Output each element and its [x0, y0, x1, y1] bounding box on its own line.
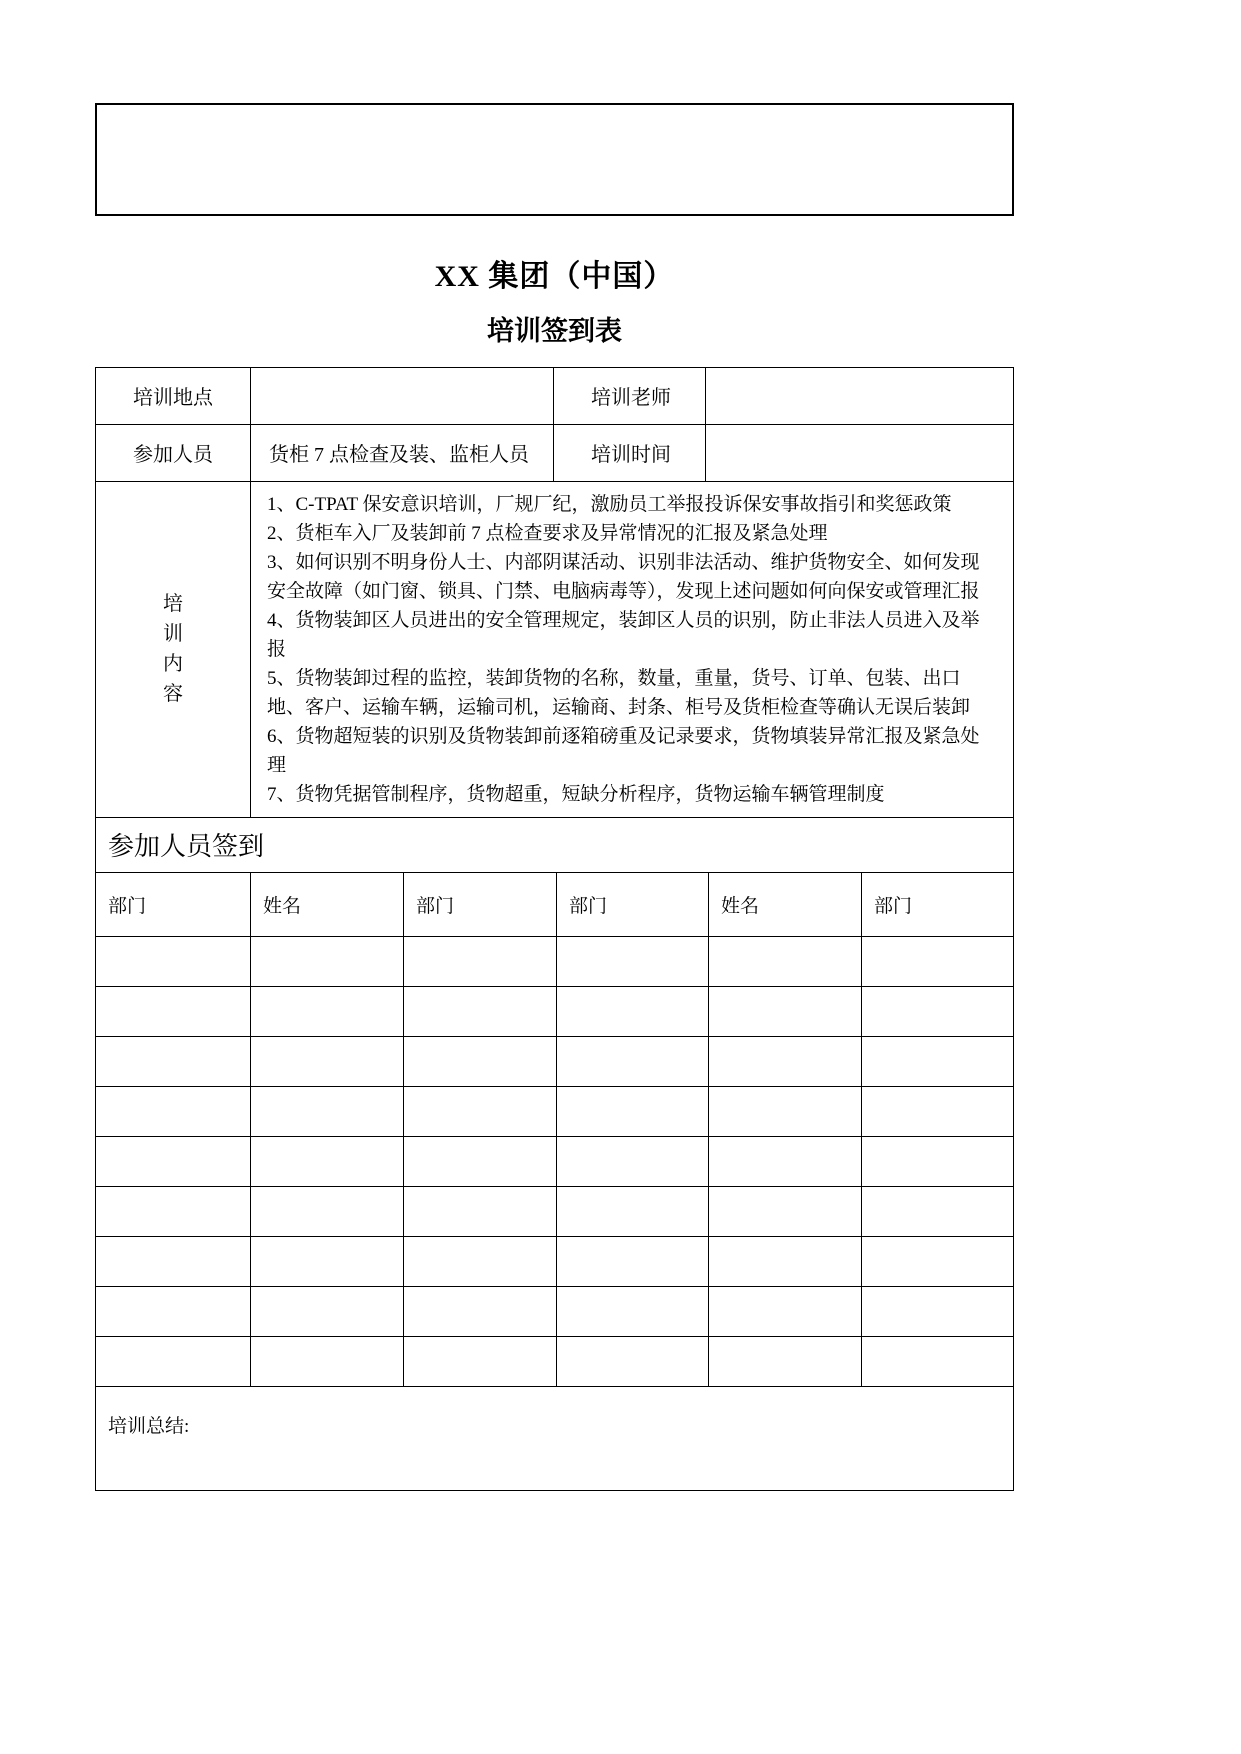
signin-cell [709, 936, 862, 986]
header-box [95, 103, 1014, 216]
label-char-1: 培 [163, 592, 183, 615]
signin-cell [557, 1086, 709, 1136]
training-time-label: 培训时间 [554, 424, 706, 481]
signin-row-3 [96, 1036, 1014, 1086]
signin-cell [96, 1036, 251, 1086]
signin-cell [557, 936, 709, 986]
document-content [95, 0, 1014, 1491]
signin-cell [251, 1186, 404, 1236]
form-title: 培训签到表 [487, 316, 622, 346]
signin-cell [709, 1286, 862, 1336]
signin-cell [557, 1186, 709, 1236]
participants-label: 参加人员 [96, 424, 251, 481]
signin-section-table [95, 817, 1014, 873]
signin-cell [557, 1136, 709, 1186]
trainer-label: 培训老师 [554, 367, 706, 424]
signin-cell [709, 1086, 862, 1136]
signin-cell [96, 1236, 251, 1286]
signin-cell [557, 1036, 709, 1086]
signin-cell [96, 1136, 251, 1186]
signin-cell [862, 986, 1014, 1036]
training-location-label: 培训地点 [96, 367, 251, 424]
signin-cell [557, 986, 709, 1036]
content-item-6: 6、货物超短装的识别及货物装卸前逐箱磅重及记录要求，货物填装异常汇报及紧急处理 [267, 725, 980, 776]
signin-table [95, 872, 1014, 1387]
content-item-3: 3、如何识别不明身份人士、内部阴谋活动、识别非法活动、维护货物安全、如何发现安全故障（如门窗、锁具、门禁、电脑病毒等），发现上述问题如何向保安或管理汇报 [267, 551, 980, 602]
company-title: XX 集团（中国） [434, 260, 675, 293]
signin-cell [96, 1336, 251, 1386]
signin-cell [709, 1136, 862, 1186]
summary-table [95, 1386, 1014, 1491]
signin-cell [862, 1136, 1014, 1186]
signin-cell [404, 1286, 557, 1336]
signin-row-8 [96, 1286, 1014, 1336]
signin-cell [404, 936, 557, 986]
signin-cell [251, 1286, 404, 1336]
training-content-cell [251, 481, 1014, 817]
signin-cell [96, 936, 251, 986]
training-location-value [251, 367, 554, 424]
signin-row-6 [96, 1186, 1014, 1236]
signin-row-7 [96, 1236, 1014, 1286]
signin-cell [251, 1136, 404, 1186]
signin-cell [404, 1136, 557, 1186]
training-summary-label: 培训总结: [96, 1386, 1014, 1490]
trainer-value [706, 367, 1014, 424]
signin-cell [709, 1336, 862, 1386]
content-item-2: 2、货柜车入厂及装卸前 7 点检查要求及异常情况的汇报及紧急处理 [267, 522, 828, 544]
signin-cell [862, 1036, 1014, 1086]
signin-cell [709, 1036, 862, 1086]
training-content-label-stack [96, 594, 250, 705]
signin-cell [404, 1336, 557, 1386]
signin-col-dept-1: 部门 [96, 872, 251, 936]
signin-cell [862, 1186, 1014, 1236]
signin-row-5 [96, 1136, 1014, 1186]
signin-cell [862, 1086, 1014, 1136]
signin-cell [709, 1236, 862, 1286]
signin-section-row [96, 817, 1014, 872]
signin-cell [251, 1236, 404, 1286]
content-item-4: 4、货物装卸区人员进出的安全管理规定，装卸区人员的识别，防止非法人员进入及举报 [267, 609, 980, 660]
info-row-participants [96, 424, 1014, 481]
info-row-content [96, 481, 1014, 817]
info-row-location [96, 367, 1014, 424]
signin-cell [862, 1336, 1014, 1386]
signin-row-2 [96, 986, 1014, 1036]
label-char-2: 训 [163, 622, 183, 645]
signin-cell [251, 1336, 404, 1386]
summary-row [96, 1386, 1014, 1490]
signin-cell [404, 1036, 557, 1086]
signin-cell [251, 936, 404, 986]
signin-section-title: 参加人员签到 [96, 817, 1014, 872]
signin-col-name-1: 姓名 [251, 872, 404, 936]
training-info-table [95, 367, 1014, 818]
signin-cell [709, 986, 862, 1036]
signin-cell [96, 1186, 251, 1236]
signin-cell [557, 1336, 709, 1386]
content-item-5: 5、货物装卸过程的监控，装卸货物的名称，数量，重量，货号、订单、包装、出口地、客户、运输车辆，运输司机，运输商、封条、柜号及货柜检查等确认无误后装卸 [267, 667, 971, 718]
signin-cell [251, 1086, 404, 1136]
training-time-value [706, 424, 1014, 481]
content-item-1: 1、C-TPAT 保安意识培训，厂规厂纪，激励员工举报投诉保安事故指引和奖惩政策 [267, 493, 952, 515]
signin-cell [709, 1186, 862, 1236]
signin-cell [862, 1236, 1014, 1286]
label-char-3: 内 [163, 652, 183, 675]
label-char-4: 容 [163, 682, 183, 705]
signin-cell [404, 1186, 557, 1236]
signin-cell [862, 936, 1014, 986]
content-item-7: 7、货物凭据管制程序，货物超重，短缺分析程序，货物运输车辆管理制度 [267, 783, 885, 805]
signin-cell [96, 1286, 251, 1336]
signin-cell [557, 1286, 709, 1336]
signin-header-row [96, 872, 1014, 936]
signin-cell [96, 986, 251, 1036]
signin-cell [404, 1236, 557, 1286]
signin-col-name-2: 姓名 [709, 872, 862, 936]
signin-cell [862, 1286, 1014, 1336]
signin-row-9 [96, 1336, 1014, 1386]
signin-col-dept-4: 部门 [862, 872, 1014, 936]
training-content-label [96, 481, 251, 817]
signin-cell [557, 1236, 709, 1286]
signin-cell [404, 986, 557, 1036]
signin-cell [96, 1086, 251, 1136]
signin-row-4 [96, 1086, 1014, 1136]
signin-cell [251, 986, 404, 1036]
signin-col-dept-2: 部门 [404, 872, 557, 936]
signin-cell [404, 1086, 557, 1136]
participants-value: 货柜 7 点检查及装、监柜人员 [251, 424, 554, 481]
signin-cell [251, 1036, 404, 1086]
signin-col-dept-3: 部门 [557, 872, 709, 936]
signin-row-1 [96, 936, 1014, 986]
